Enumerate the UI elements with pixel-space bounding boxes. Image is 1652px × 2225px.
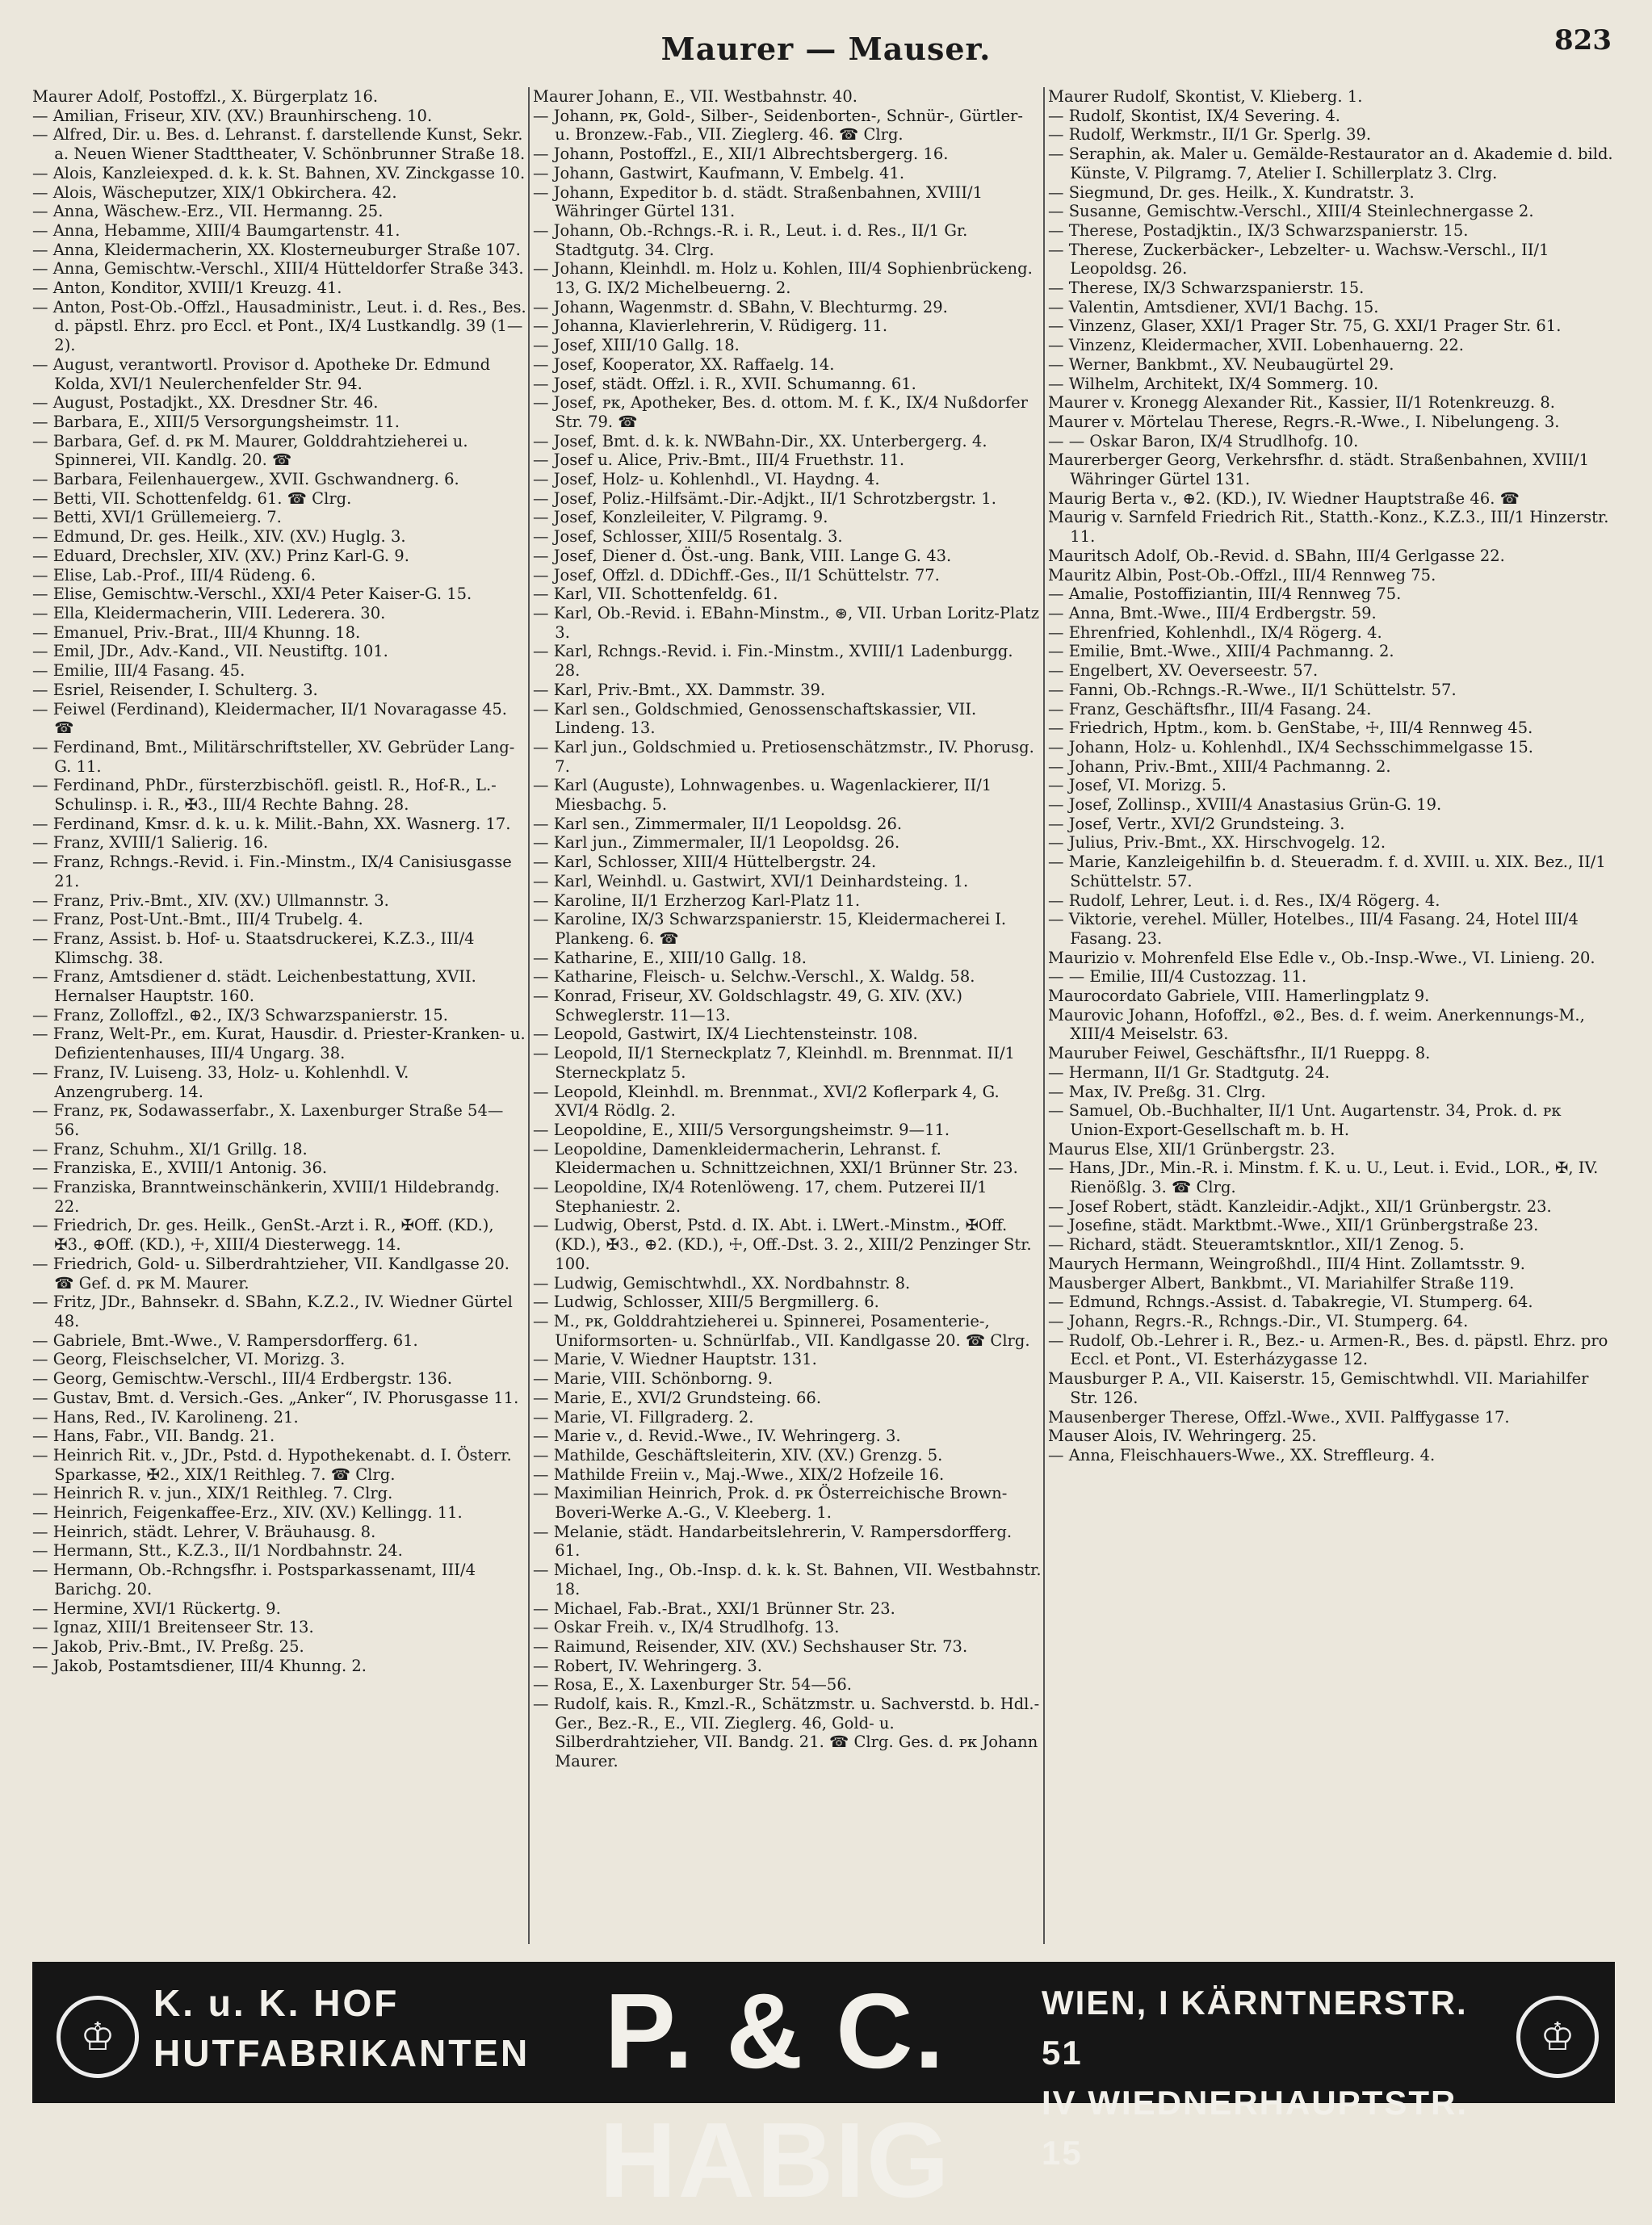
directory-entry: — Josef, Bmt. d. k. k. NWBahn-Dir., XX. Unterbergerg. 4. [533, 431, 987, 450]
directory-entry: — Josef, Offzl. d. DDichff.-Ges., II/1 Schüttelstr. 77. [533, 565, 940, 585]
directory-entry: — Heinrich, Feigenkaffee-Erz., XIV. (XV.) Kellingg. 11. [32, 1503, 463, 1523]
directory-entry: — Heinrich, städt. Lehrer, V. Bräuhausg. 8. [32, 1522, 376, 1541]
directory-entry: — Feiwel (Ferdinand), Kleidermacher, II/1 Novaragasse 45. ☎ [32, 699, 507, 738]
directory-entry: Maurer Rudolf, Skontist, V. Klieberg. 1. [1048, 87, 1363, 106]
directory-entry: Mauritz Albin, Post-Ob.-Offzl., III/4 Rennweg 75. [1048, 565, 1436, 585]
directory-entry: — Karl jun., Goldschmied u. Pretiosenschätzmstr., IV. Phorusg. 7. [533, 737, 1034, 776]
directory-entry: — August, verantwortl. Provisor d. Apotheke Dr. Edmund Kolda, XVI/1 Neulerchenfelder Str. 94. [32, 354, 491, 393]
directory-entry: — Ludwig, Oberst, Pstd. d. IX. Abt. i. LWert.-Minstm., ✠Off. (KD.), ✠3., ⊕2. (KD.), ☩, Off.-Dst. 3. 2., XIII/2 Penzinger Str. 100. [533, 1216, 1032, 1273]
directory-entry: — Karl, Weinhdl. u. Gastwirt, XVI/1 Deinhardsteing. 1. [533, 871, 969, 890]
directory-entry: — Ferdinand, Kmsr. d. k. u. k. Milit.-Bahn, XX. Wasnerg. 17. [32, 814, 511, 833]
directory-entry: — Jakob, Postamtsdiener, III/4 Khunng. 2. [32, 1656, 367, 1675]
ad-right-line-2: IV WIEDNERHAUPTSTR. 15 [1042, 2084, 1469, 2172]
directory-entry: — Ferdinand, PhDr., fürsterzbischöfl. geistl. R., Hof-R., L.-Schulinsp. i. R., ✠3., III/4 Rechte Bahng. 28. [32, 776, 497, 815]
directory-entry: — Anna, Hebamme, XIII/4 Baumgartenstr. 41. [32, 220, 400, 240]
column-divider [528, 87, 530, 1944]
directory-entry: — Elise, Gemischtw.-Verschl., XXI/4 Peter Kaiser-G. 15. [32, 585, 472, 604]
directory-entry: — Karl sen., Zimmermaler, II/1 Leopoldsg. 26. [533, 814, 903, 833]
ad-left-text [153, 1978, 530, 2078]
directory-entry: — Franz, Amtsdiener d. städt. Leichenbestattung, XVII. Hernalser Hauptstr. 160. [32, 967, 476, 1006]
directory-entry: — Josef, Diener d. Öst.-ung. Bank, VIII. Lange G. 43. [533, 546, 952, 565]
directory-entry: — Therese, Postadjktin., IX/3 Schwarzspanierstr. 15. [1048, 220, 1469, 240]
directory-entry: — Karl sen., Goldschmied, Genossenschaftskassier, VII. Lindeng. 13. [533, 699, 977, 738]
directory-entry: — Max, IV. Preßg. 31. Clrg. [1048, 1082, 1266, 1101]
directory-entry: — Friedrich, Gold- u. Silberdrahtzieher, VII. Kandlgasse 20. ☎ Gef. d. ᴘᴋ M. Maurer. [32, 1254, 509, 1293]
directory-entry: Maurus Else, XII/1 Grünbergstr. 23. [1048, 1139, 1335, 1159]
directory-entry: — Franz, ᴘᴋ, Sodawasserfabr., X. Laxenburger Straße 54—56. [32, 1101, 504, 1139]
directory-entry: — Georg, Gemischtw.-Verschl., III/4 Erdbergstr. 136. [32, 1369, 453, 1389]
directory-entry: — Karoline, IX/3 Schwarzspanierstr. 15, Kleidermacherei I. Plankeng. 6. ☎ [533, 910, 1007, 948]
directory-entry: — Josef, Vertr., XVI/2 Grundsteing. 3. [1048, 814, 1345, 833]
ad-left-line-2: HUTFABRIKANTEN [153, 2032, 530, 2074]
directory-entry: — Barbara, Gef. d. ᴘᴋ M. Maurer, Golddrahtzieherei u. Spinnerei, VII. Kandlg. 20. ☎ [32, 431, 468, 470]
directory-entry: — Anton, Konditor, XVIII/1 Kreuzg. 41. [32, 279, 342, 298]
directory-entry: — Hermine, XVI/1 Rückertg. 9. [32, 1599, 281, 1618]
directory-entry: — Leopoldine, E., XIII/5 Versorgungsheimstr. 9—11. [533, 1120, 950, 1139]
directory-entry: — Raimund, Reisender, XIV. (XV.) Sechshauser Str. 73. [533, 1636, 968, 1656]
directory-entry: — Emilie, III/4 Fasang. 45. [32, 661, 245, 681]
directory-entry: — Karl (Auguste), Lohnwagenbes. u. Wagenlackierer, II/1 Miesbachg. 5. [533, 776, 992, 815]
directory-entry: — Esriel, Reisender, I. Schulterg. 3. [32, 680, 318, 699]
directory-entry: — Michael, Fab.-Brat., XXI/1 Brünner Str. 23. [533, 1599, 895, 1618]
directory-entry: Maurer Johann, E., VII. Westbahnstr. 40. [533, 87, 857, 106]
directory-entry: — Valentin, Amtsdiener, XVI/1 Bachg. 15. [1048, 297, 1379, 316]
directory-entry: — Emilie, Bmt.-Wwe., XIII/4 Pachmanng. 2. [1048, 642, 1394, 661]
directory-entry: — Hermann, II/1 Gr. Stadtgutg. 24. [1048, 1062, 1330, 1082]
ad-right-text [1042, 1978, 1494, 2178]
directory-entry: — Marie, VIII. Schönborng. 9. [533, 1369, 774, 1389]
directory-entry: — Josef Robert, städt. Kanzleidir.-Adjkt., XII/1 Grünbergstr. 23. [1048, 1196, 1552, 1216]
directory-entry: — Hans, Fabr., VII. Bandg. 21. [32, 1427, 275, 1446]
crown-emblem-icon: ♔ [1516, 1996, 1599, 2078]
directory-entry: — Josef, VI. Morizg. 5. [1048, 776, 1226, 795]
directory-entry: — Emil, JDr., Adv.-Kand., VII. Neustiftg. 101. [32, 642, 388, 661]
directory-entry: — Anna, Gemischtw.-Verschl., XIII/4 Hütteldorfer Straße 343. [32, 259, 524, 279]
directory-entry: — Josef, XIII/10 Gallg. 18. [533, 336, 740, 355]
directory-entry: — Mathilde, Geschäftsleiterin, XIV. (XV.) Grenzg. 5. [533, 1445, 943, 1464]
directory-entry: — Johanna, Klavierlehrerin, V. Rüdigerg. 11. [533, 316, 888, 336]
directory-entry: Maurer v. Kronegg Alexander Rit., Kassier, II/1 Rotenkreuzg. 8. [1048, 393, 1555, 413]
directory-entry: — Josef, Zollinsp., XVIII/4 Anastasius Grün-G. 19. [1048, 795, 1442, 815]
directory-entry: — Alois, Wäscheputzer, XIX/1 Obkirchera. 42. [32, 182, 397, 202]
directory-entry: — Ella, Kleidermacherin, VIII. Lederera. 30. [32, 603, 386, 622]
directory-entry: — Hermann, Stt., K.Z.3., II/1 Nordbahnstr. 24. [32, 1541, 403, 1561]
directory-entry: — Gustav, Bmt. d. Versich.-Ges. „Anker“, IV. Phorusgasse 11. [32, 1388, 519, 1407]
directory-entry: — Oskar Freih. v., IX/4 Strudlhofg. 13. [533, 1618, 840, 1637]
directory-entry: — Seraphin, ak. Maler u. Gemälde-Restaurator an d. Akademie d. bild. Künste, V. Pilgramg. 7, Atelier I. Schillerplatz 3. Clrg. [1048, 145, 1613, 182]
directory-entry: — Therese, Zuckerbäcker-, Lebzelter- u. Wachsw.-Verschl., II/1 Leopoldsg. 26. [1048, 240, 1549, 279]
directory-entry: — Anna, Wäschew.-Erz., VII. Hermanng. 25. [32, 202, 384, 221]
directory-entry: Maurer v. Mörtelau Therese, Regrs.-R.-Wwe., I. Nibelungeng. 3. [1048, 412, 1560, 431]
directory-entry: — Heinrich R. v. jun., XIX/1 Reithleg. 7. Clrg. [32, 1484, 393, 1503]
directory-entry: Mausberger Albert, Bankbmt., VI. Mariahilfer Straße 119. [1048, 1273, 1515, 1293]
directory-entry: — Franz, Post-Unt.-Bmt., III/4 Trubelg. 4. [32, 910, 363, 929]
directory-entry: — Amilian, Friseur, XIV. (XV.) Braunhirscheng. 10. [32, 106, 433, 125]
directory-entry: — Rudolf, Werkmstr., II/1 Gr. Sperlg. 39. [1048, 125, 1372, 145]
directory-entry: — Rudolf, Lehrer, Leut. i. d. Res., IX/4 Rögerg. 4. [1048, 890, 1440, 910]
directory-entry: — Alfred, Dir. u. Bes. d. Lehranst. f. darstellende Kunst, Sekr. a. Neuen Wiener Stadttheater, V. Schönbrunner Straße 18. [32, 125, 526, 164]
directory-entry: — Karl, Rchngs.-Revid. i. Fin.-Minstm., XVIII/1 Ladenburgg. 28. [533, 642, 1013, 681]
directory-entry: — Johann, Gastwirt, Kaufmann, V. Embelg. 41. [533, 163, 905, 182]
directory-entry: — Konrad, Friseur, XV. Goldschlagstr. 49, G. XIV. (XV.) Schweglerstr. 11—13. [533, 987, 962, 1025]
directory-entry: — Richard, städt. Steueramtskntlor., XII/1 Zenog. 5. [1048, 1235, 1465, 1255]
directory-entry: — Engelbert, XV. Oeverseestr. 57. [1048, 661, 1319, 681]
directory-entry: — Hans, Red., IV. Karolineng. 21. [32, 1407, 299, 1427]
directory-column-1 [32, 87, 526, 1952]
directory-entry: — Ludwig, Gemischtwhdl., XX. Nordbahnstr. 8. [533, 1273, 911, 1293]
directory-entry: — Marie, E., XVI/2 Grundsteing. 66. [533, 1388, 822, 1407]
directory-entry: — Hermann, Ob.-Rchngsfhr. i. Postsparkassenamt, III/4 Barichg. 20. [32, 1561, 476, 1599]
directory-column-3 [1048, 87, 1615, 1952]
advertisement-banner [32, 1962, 1615, 2219]
directory-entry: — Leopoldine, IX/4 Rotenlöweng. 17, chem. Putzerei II/1 Stephaniestr. 2. [533, 1178, 987, 1216]
directory-entry: — Karl, VII. Schottenfeldg. 61. [533, 585, 778, 604]
directory-entry: — Wilhelm, Architekt, IX/4 Sommerg. 10. [1048, 374, 1379, 393]
directory-entry: — Elise, Lab.-Prof., III/4 Rüdeng. 6. [32, 565, 317, 585]
directory-entry: — Rudolf, Skontist, IX/4 Severing. 4. [1048, 106, 1340, 125]
directory-entry: — Marie, VI. Fillgraderg. 2. [533, 1407, 754, 1427]
directory-column-2 [533, 87, 1042, 1952]
directory-entry: — Mathilde Freiin v., Maj.-Wwe., XIX/2 Hofzeile 16. [533, 1464, 945, 1484]
directory-entry: — Franz, Rchngs.-Revid. i. Fin.-Minstm., IX/4 Canisiusgasse 21. [32, 853, 512, 890]
directory-entry: — Edmund, Rchngs.-Assist. d. Tabakregie, VI. Stumperg. 64. [1048, 1293, 1533, 1312]
crown-emblem-icon: ♔ [57, 1996, 139, 2078]
directory-entry: — Franz, Geschäftsfhr., III/4 Fasang. 24. [1048, 699, 1372, 719]
directory-entry: — Maximilian Heinrich, Prok. d. ᴘᴋ Österreichische Brown-Boveri-Werke A.-G., V. Kleeberg. 1. [533, 1484, 1008, 1523]
directory-entry: — Eduard, Drechsler, XIV. (XV.) Prinz Karl-G. 9. [32, 546, 409, 565]
directory-entry: — Samuel, Ob.-Buchhalter, II/1 Unt. Augartenstr. 34, Prok. d. ᴘᴋ Union-Export-Gesellschaft m. b. H. [1048, 1101, 1562, 1139]
directory-entry: Maurerberger Georg, Verkehrsfhr. d. städt. Straßenbahnen, XVIII/1 Währinger Gürtel 131. [1048, 450, 1590, 489]
directory-entry: — Marie, Kanzleigehilfin b. d. Steueradm. f. d. XVIII. u. XIX. Bez., II/1 Schüttelstr. 57. [1048, 853, 1606, 890]
directory-entry: — Jakob, Priv.-Bmt., IV. Preßg. 25. [32, 1636, 304, 1656]
directory-entry: — Ehrenfried, Kohlenhdl., IX/4 Rögerg. 4. [1048, 622, 1382, 642]
directory-entry: — Josef, Kooperator, XX. Raffaelg. 14. [533, 354, 835, 374]
directory-entry: Mauser Alois, IV. Wehringerg. 25. [1048, 1427, 1317, 1446]
directory-entry: Maurer Adolf, Postoffzl., X. Bürgerplatz 16. [32, 87, 379, 106]
page-title: Maurer — Mauser. [660, 31, 992, 67]
directory-entry: — Michael, Ing., Ob.-Insp. d. k. k. St. Bahnen, VII. Westbahnstr. 18. [533, 1561, 1042, 1599]
directory-entry: — Vinzenz, Glaser, XXI/1 Prager Str. 75, G. XXI/1 Prager Str. 61. [1048, 316, 1562, 336]
ad-left-line-1: K. u. K. HOF [153, 1982, 400, 2024]
directory-entry: — Franz, Priv.-Bmt., XIV. (XV.) Ullmannstr. 3. [32, 890, 389, 910]
directory-entry: — Josef, Schlosser, XIII/5 Rosentalg. 3. [533, 527, 843, 547]
directory-entry: — — Oskar Baron, IX/4 Strudlhofg. 10. [1048, 431, 1359, 450]
directory-entry: — Ludwig, Schlosser, XIII/5 Bergmillerg. 6. [533, 1293, 879, 1312]
directory-entry: — Alois, Kanzleiexped. d. k. k. St. Bahnen, XV. Zinckgasse 10. [32, 163, 526, 182]
directory-entry: — Johann, Wagenmstr. d. SBahn, V. Blechturmg. 29. [533, 297, 948, 316]
directory-entry: — Josef, Konzleileiter, V. Pilgramg. 9. [533, 508, 828, 527]
directory-entry: Maurizio v. Mohrenfeld Else Edle v., Ob.-Insp.-Wwe., VI. Linieng. 20. [1048, 948, 1595, 967]
directory-entry: — Barbara, E., XIII/5 Versorgungsheimstr. 11. [32, 412, 400, 431]
directory-entry: — Marie v., d. Revid.-Wwe., IV. Wehringerg. 3. [533, 1427, 901, 1446]
directory-entry: — Friedrich, Dr. ges. Heilk., GenSt.-Arzt i. R., ✠Off. (KD.), ✠3., ⊕Off. (KD.), ☩, XIII/4 Diesterwegg. 14. [32, 1216, 494, 1255]
directory-entry: — Emanuel, Priv.-Brat., III/4 Khunng. 18. [32, 622, 361, 642]
directory-entry: — Karl, Ob.-Revid. i. EBahn-Minstm., ⊛, VII. Urban Loritz-Platz 3. [533, 603, 1039, 642]
directory-entry: — Johann, Priv.-Bmt., XIII/4 Pachmanng. 2. [1048, 756, 1391, 776]
directory-entry: — Josef u. Alice, Priv.-Bmt., III/4 Fruethstr. 11. [533, 450, 905, 470]
directory-entry: — Vinzenz, Kleidermacher, XVII. Lobenhauerng. 22. [1048, 336, 1465, 355]
directory-entry: — Franz, Zolloffzl., ⊕2., IX/3 Schwarzspanierstr. 15. [32, 1005, 448, 1025]
directory-entry: — Franziska, Branntweinschänkerin, XVIII/1 Hildebrandg. 22. [32, 1178, 500, 1216]
directory-entry: Mauruber Feiwel, Geschäftsfhr., II/1 Rueppg. 8. [1048, 1044, 1431, 1063]
directory-entry: — Franziska, E., XVIII/1 Antonig. 36. [32, 1159, 328, 1178]
ad-brand: P. & C. HABIG [599, 1971, 951, 2219]
directory-entry: — Melanie, städt. Handarbeitslehrerin, V. Rampersdorfferg. 61. [533, 1522, 1013, 1561]
directory-entry: — Robert, IV. Wehringerg. 3. [533, 1656, 762, 1675]
directory-entry: — Josef, städt. Offzl. i. R., XVII. Schumanng. 61. [533, 374, 916, 393]
directory-entry: — Franz, IV. Luiseng. 33, Holz- u. Kohlenhdl. V. Anzengruberg. 14. [32, 1062, 409, 1101]
directory-entry: — Josefine, städt. Marktbmt.-Wwe., XII/1 Grünbergstraße 23. [1048, 1216, 1539, 1235]
directory-entry: — August, Postadjkt., XX. Dresdner Str. 46. [32, 393, 379, 413]
directory-entry: — Julius, Priv.-Bmt., XX. Hirschvogelg. 12. [1048, 833, 1386, 853]
directory-entry: — Amalie, Postoffiziantin, III/4 Rennweg 75. [1048, 585, 1402, 604]
directory-entry: — Katharine, E., XIII/10 Gallg. 18. [533, 948, 807, 967]
directory-entry: — Anna, Bmt.-Wwe., III/4 Erdbergstr. 59. [1048, 603, 1377, 622]
directory-entry: Maurig Berta v., ⊕2. (KD.), IV. Wiedner Hauptstraße 46. ☎ [1048, 488, 1520, 508]
page-number: 823 [1554, 24, 1612, 57]
directory-entry: — Friedrich, Hptm., kom. b. GenStabe, ☩, III/4 Rennweg 45. [1048, 719, 1533, 738]
directory-entry: — Johann, Regrs.-R., Rchngs.-Dir., VI. Stumperg. 64. [1048, 1312, 1469, 1330]
directory-entry: — Ferdinand, Bmt., Militärschriftsteller, XV. Gebrüder Lang-G. 11. [32, 737, 515, 776]
directory-entry: — Fanni, Ob.-Rchngs.-R.-Wwe., II/1 Schüttelstr. 57. [1048, 680, 1457, 699]
directory-entry: — Viktorie, verehel. Müller, Hotelbes., III/4 Fasang. 24, Hotel III/4 Fasang. 23. [1048, 910, 1579, 948]
directory-entry: Maurovic Johann, Hofoffzl., ⊚2., Bes. d. f. weim. Anerkennungs-M., XIII/4 Meiselstr. 63. [1048, 1005, 1585, 1044]
directory-entry: — Edmund, Dr. ges. Heilk., XIV. (XV.) Huglg. 3. [32, 527, 406, 547]
directory-entry: — Karl jun., Zimmermaler, II/1 Leopoldsg. 26. [533, 833, 900, 853]
directory-entry: — Fritz, JDr., Bahnsekr. d. SBahn, K.Z.2., IV. Wiedner Gürtel 48. [32, 1293, 513, 1330]
directory-entry: — Barbara, Feilenhauergew., XVII. Gschwandnerg. 6. [32, 470, 459, 489]
directory-entry: — Johann, Expeditor b. d. städt. Straßenbahnen, XVIII/1 Währinger Gürtel 131. [533, 182, 983, 221]
directory-entry: — Katharine, Fleisch- u. Selchw.-Verschl., X. Waldg. 58. [533, 967, 975, 987]
column-divider [1043, 87, 1045, 1944]
directory-entry: — Heinrich Rit. v., JDr., Pstd. d. Hypothekenabt. d. I. Österr. Sparkasse, ✠2., XIX/1 Reithleg. 7. ☎ Clrg. [32, 1445, 512, 1484]
directory-entry: — — Emilie, III/4 Custozzag. 11. [1048, 967, 1307, 987]
directory-entry: — Ignaz, XIII/1 Breitenseer Str. 13. [32, 1618, 314, 1637]
directory-entry: — Hans, JDr., Min.-R. i. Minstm. f. K. u. U., Leut. i. Evid., LOR., ✠, IV. Rienößlg. 3. ☎ Clrg. [1048, 1159, 1599, 1197]
directory-entry: — Franz, Schuhm., XI/1 Grillg. 18. [32, 1139, 308, 1159]
directory-entry: — Franz, XVIII/1 Salierig. 16. [32, 833, 269, 853]
directory-entry: — Betti, VII. Schottenfeldg. 61. ☎ Clrg. [32, 488, 352, 508]
directory-entry: — Marie, V. Wiedner Hauptstr. 131. [533, 1350, 817, 1369]
directory-entry: Maurych Hermann, Weingroßhdl., III/4 Hint. Zollamtsstr. 9. [1048, 1254, 1525, 1273]
directory-entry: — Karl, Schlosser, XIII/4 Hüttelbergstr. 24. [533, 853, 877, 872]
directory-entry: — Franz, Welt-Pr., em. Kurat, Hausdir. d. Priester-Kranken- u. Defizientenhauses, III/4 Ungarg. 38. [32, 1025, 526, 1063]
directory-entry: — Georg, Fleischselcher, VI. Morizg. 3. [32, 1350, 346, 1369]
directory-entry: — Rudolf, kais. R., Kmzl.-R., Schätzmstr. u. Sachverstd. b. Hdl.-Ger., Bez.-R., E., VII. Zieglerg. 46, Gold- u. Silberdrahtzieher, VII. Bandg. 21. ☎ Clrg. Ges. d. ᴘᴋ Johann Maurer. [533, 1695, 1040, 1771]
directory-entry: — Anna, Kleidermacherin, XX. Klosterneuburger Straße 107. [32, 240, 521, 259]
directory-entry: — Gabriele, Bmt.-Wwe., V. Rampersdorfferg. 61. [32, 1330, 418, 1350]
directory-entry: — Karl, Priv.-Bmt., XX. Dammstr. 39. [533, 680, 826, 699]
directory-entry: — Betti, XVI/1 Grüllemeierg. 7. [32, 508, 282, 527]
directory-entry: — Leopoldine, Damenkleidermacherin, Lehranst. f. Kleidermachen u. Schnittzeichnen, XXI/1 Brünner Str. 23. [533, 1139, 1018, 1178]
directory-entry: — Johann, Holz- u. Kohlenhdl., IX/4 Sechsschimmelgasse 15. [1048, 737, 1534, 756]
directory-entry: — Josef, Holz- u. Kohlenhdl., VI. Haydng. 4. [533, 470, 880, 489]
directory-entry: — Werner, Bankbmt., XV. Neubaugürtel 29. [1048, 354, 1394, 374]
directory-entry: — Johann, Ob.-Rchngs.-R. i. R., Leut. i. d. Res., II/1 Gr. Stadtgutg. 34. Clrg. [533, 220, 968, 259]
directory-entry: — Josef, ᴘᴋ, Apotheker, Bes. d. ottom. M. f. K., IX/4 Nußdorfer Str. 79. ☎ [533, 393, 1028, 431]
directory-entry: — Leopold, Gastwirt, IX/4 Liechtensteinstr. 108. [533, 1025, 918, 1044]
directory-entry: Mauritsch Adolf, Ob.-Revid. d. SBahn, III/4 Gerlgasse 22. [1048, 546, 1505, 565]
directory-entry: Mausenberger Therese, Offzl.-Wwe., XVII. Palffygasse 17. [1048, 1407, 1510, 1427]
directory-entry: — Leopold, Kleinhdl. m. Brennmat., XVI/2 Koflerpark 4, G. XVI/4 Rödlg. 2. [533, 1082, 1000, 1121]
directory-entry: Maurig v. Sarnfeld Friedrich Rit., Statth.-Konz., K.Z.3., III/1 Hinzerstr. 11. [1048, 508, 1609, 547]
directory-entry: — Johann, Kleinhdl. m. Holz u. Kohlen, III/4 Sophienbrückeng. 13, G. IX/2 Michelbeuerng. 2. [533, 259, 1033, 298]
directory-entry: — Anna, Fleischhauers-Wwe., XX. Streffleurg. 4. [1048, 1445, 1436, 1464]
directory-entry: — Rosa, E., X. Laxenburger Str. 54—56. [533, 1675, 852, 1695]
directory-entry: — Franz, Assist. b. Hof- u. Staatsdruckerei, K.Z.3., III/4 Klimschg. 38. [32, 928, 475, 967]
directory-entry: — Johann, Postoffzl., E., XII/1 Albrechtsbergerg. 16. [533, 145, 949, 164]
directory-entry: — Therese, IX/3 Schwarzspanierstr. 15. [1048, 279, 1365, 298]
directory-entry: — M., ᴘᴋ, Golddrahtzieherei u. Spinnerei, Posamenterie-, Uniformsorten- u. Schnürlfab., VII. Kandlgasse 20. ☎ Clrg. [533, 1312, 1030, 1350]
directory-entry: — Rudolf, Ob.-Lehrer i. R., Bez.- u. Armen-R., Bes. d. päpstl. Ehrz. pro Eccl. et Pont., VI. Esterházygasse 12. [1048, 1330, 1608, 1369]
directory-entry: — Susanne, Gemischtw.-Verschl., XIII/4 Steinlechnergasse 2. [1048, 202, 1534, 221]
directory-entry: Mausburger P. A., VII. Kaiserstr. 15, Gemischtwhdl. VII. Mariahilfer Str. 126. [1048, 1369, 1589, 1407]
directory-entry: — Anton, Post-Ob.-Offzl., Hausadministr., Leut. i. d. Res., Bes. d. päpstl. Ehrz. pro Eccl. et Pont., IX/4 Lustkandlg. 39 (1—2). [32, 297, 526, 355]
directory-entry: — Johann, ᴘᴋ, Gold-, Silber-, Seidenborten-, Schnür-, Gürtler- u. Bronzew.-Fab., VII. Zieglerg. 46. ☎ Clrg. [533, 106, 1023, 145]
directory-entry: — Siegmund, Dr. ges. Heilk., X. Kundratstr. 3. [1048, 182, 1415, 202]
directory-entry: — Leopold, II/1 Sterneckplatz 7, Kleinhdl. m. Brennmat. II/1 Sterneckplatz 5. [533, 1044, 1015, 1082]
directory-entry: — Josef, Poliz.-Hilfsämt.-Dir.-Adjkt., II/1 Schrotzbergstr. 1. [533, 488, 996, 508]
directory-entry: Maurocordato Gabriele, VIII. Hamerlingplatz 9. [1048, 987, 1430, 1006]
directory-entry: — Karoline, II/1 Erzherzog Karl-Platz 11. [533, 890, 861, 910]
ad-right-line-1: WIEN, I KÄRNTNERSTR. 51 [1042, 1984, 1468, 2072]
